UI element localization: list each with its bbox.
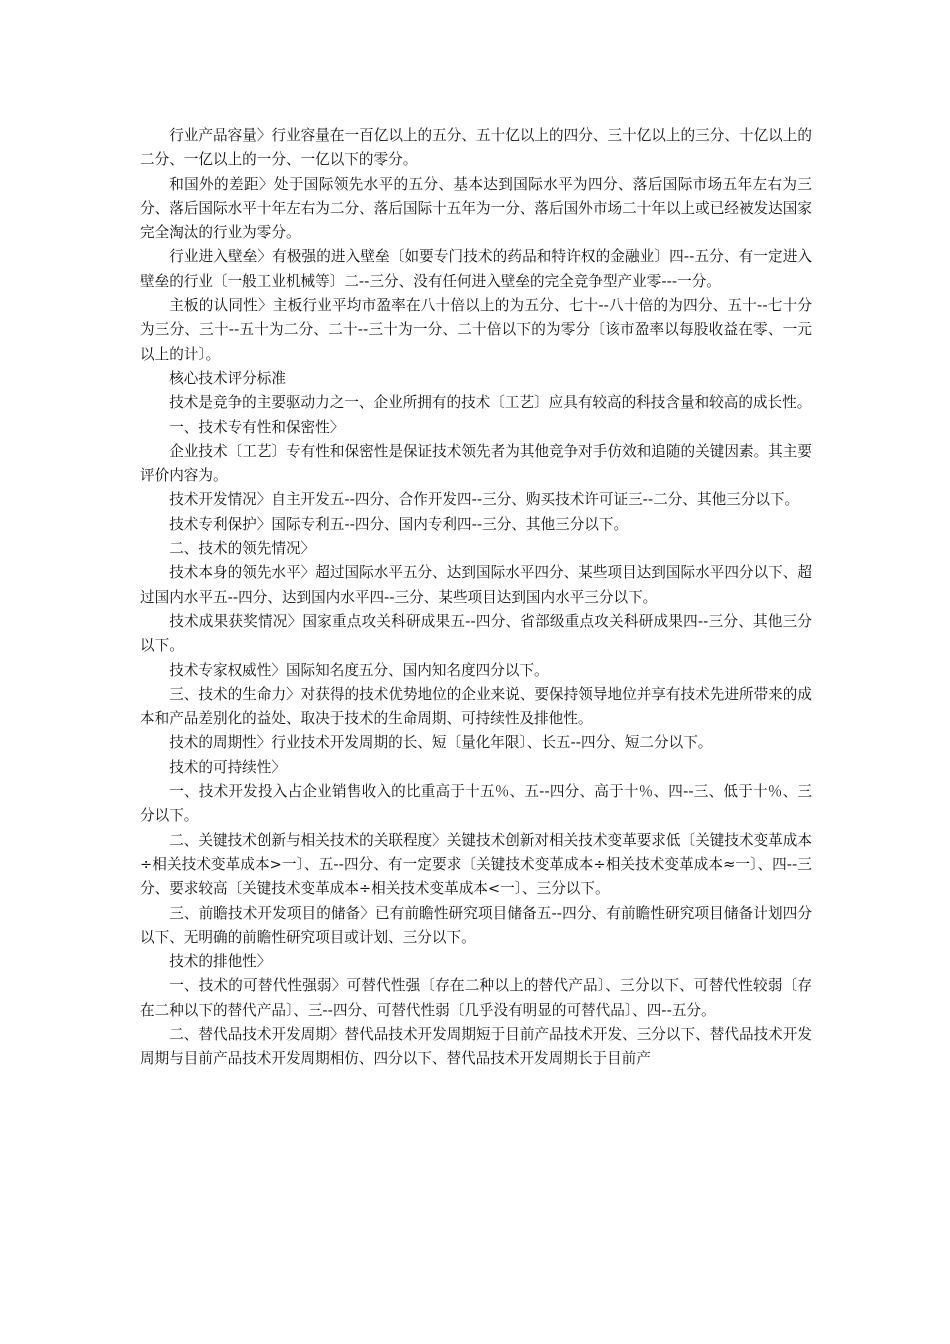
section-heading: 技术的可持续性〉	[169, 758, 286, 776]
paragraph: 行业产品容量〉行业容量在一百亿以上的五分、五十亿以上的四分、三十亿以上的三分、十亿以上的二分、一亿以上的一分、一亿以下的零分。	[140, 127, 812, 169]
paragraph: 三、技术的生命力〉对获得的技术优势地位的企业来说、要保持领导地位并享有技术先进所带来的成本和产品差别化的益处、取决于技术的生命周期、可持续性及排他性。	[140, 685, 812, 728]
paragraph: 行业进入壁垒〉有极强的进入壁垒〔如要专门技术的药品和特许权的金融业〕四--五分、有一定进入壁垒的行业〔一般工业机械等〕二--三分、没有任何进入壁垒的完全竞争型产业零---一分。	[140, 248, 812, 290]
paragraph: 和国外的差距〉处于国际领先水平的五分、基本达到国际水平为四分、落后国际市场五年左右为三分、落后国际水平十年左右为二分、落后国际十五年为一分、落后国外市场二十年以上或已经被发达国家完全淘汰的行业为零分。	[140, 175, 812, 242]
section-heading: 技术的排他性〉	[169, 953, 272, 971]
paragraph: 二、替代品技术开发周期〉替代品技术开发周期短于目前产品技术开发、三分以下、替代品技术开发周期与目前产品技术开发周期相仿、四分以下、替代品技术开发周期长于目前产	[140, 1025, 812, 1068]
paragraph: 技术开发情况〉自主开发五--四分、合作开发四--三分、购买技术许可证三--二分、其他三分以下。	[169, 491, 800, 509]
paragraph: 主板的认同性〉主板行业平均市盈率在八十倍以上的为五分、七十--八十倍的为四分、五十--七十分为三分、三十--五十为二分、二十--三十为一分、二十倍以下的为零分〔该市盈率以每股收益在零、一元以上的计〕。	[140, 297, 812, 363]
paragraph: 技术是竞争的主要驱动力之一、企业所拥有的技术〔工艺〕应具有较高的科技含量和较高的成长性。	[169, 394, 812, 412]
document-page	[140, 124, 812, 1072]
paragraph: 一、技术开发投入占企业销售收入的比重高于十五％、五--四分、高于十％、四--三、低于十％、三分以下。	[140, 783, 812, 825]
paragraph: 一、技术的可替代性强弱〉可替代性强〔存在二种以上的替代产品〕、三分以下、可替代性较弱〔存在二种以下的替代产品〕、三--四分、可替代性弱〔几乎没有明显的可替代品〕、四--五分。	[140, 977, 812, 1019]
section-heading: 核心技术评分标准	[169, 369, 286, 387]
section-heading: 一、技术专有性和保密性〉	[169, 418, 345, 436]
paragraph: 技术的周期性〉行业技术开发周期的长、短〔量化年限〕、长五--四分、短二分以下。	[169, 734, 713, 752]
paragraph: 技术本身的领先水平〉超过国际水平五分、达到国际水平四分、某些项目达到国际水平四分以下、超过国内水平五--四分、达到国内水平四--三分、某些项目达到国内水平三分以下。	[140, 564, 812, 606]
paragraph: 技术专利保护〉国际专利五--四分、国内专利四--三分、其他三分以下。	[169, 515, 629, 533]
paragraph: 技术专家权威性〉国际知名度五分、国内知名度四分以下。	[169, 661, 549, 679]
paragraph: 三、前瞻技术开发项目的储备〉已有前瞻性研究项目储备五--四分、有前瞻性研究项目储备计划四分以下、无明确的前瞻性研究项目或计划、三分以下。	[140, 904, 812, 946]
section-heading: 二、技术的领先情况〉	[169, 540, 316, 558]
paragraph: 技术成果获奖情况〉国家重点攻关科研成果五--四分、省部级重点攻关科研成果四--三分、其他三分以下。	[140, 612, 812, 655]
paragraph: 企业技术〔工艺〕专有性和保密性是保证技术领先者为其他竞争对手仿效和追随的关键因素。其主要评价内容为。	[140, 442, 812, 485]
paragraph: 二、关键技术创新与相关技术的关联程度〉关键技术创新对相关技术变革要求低〔关键技术变革成本÷相关技术变革成本>一〕、五--四分、有一定要求〔关键技术变革成本÷相关技术变革成本≈一〕、四--三分、要求较高〔关键技术变革成本÷相关技术变革成本<一〕、三分以下。	[140, 831, 812, 898]
